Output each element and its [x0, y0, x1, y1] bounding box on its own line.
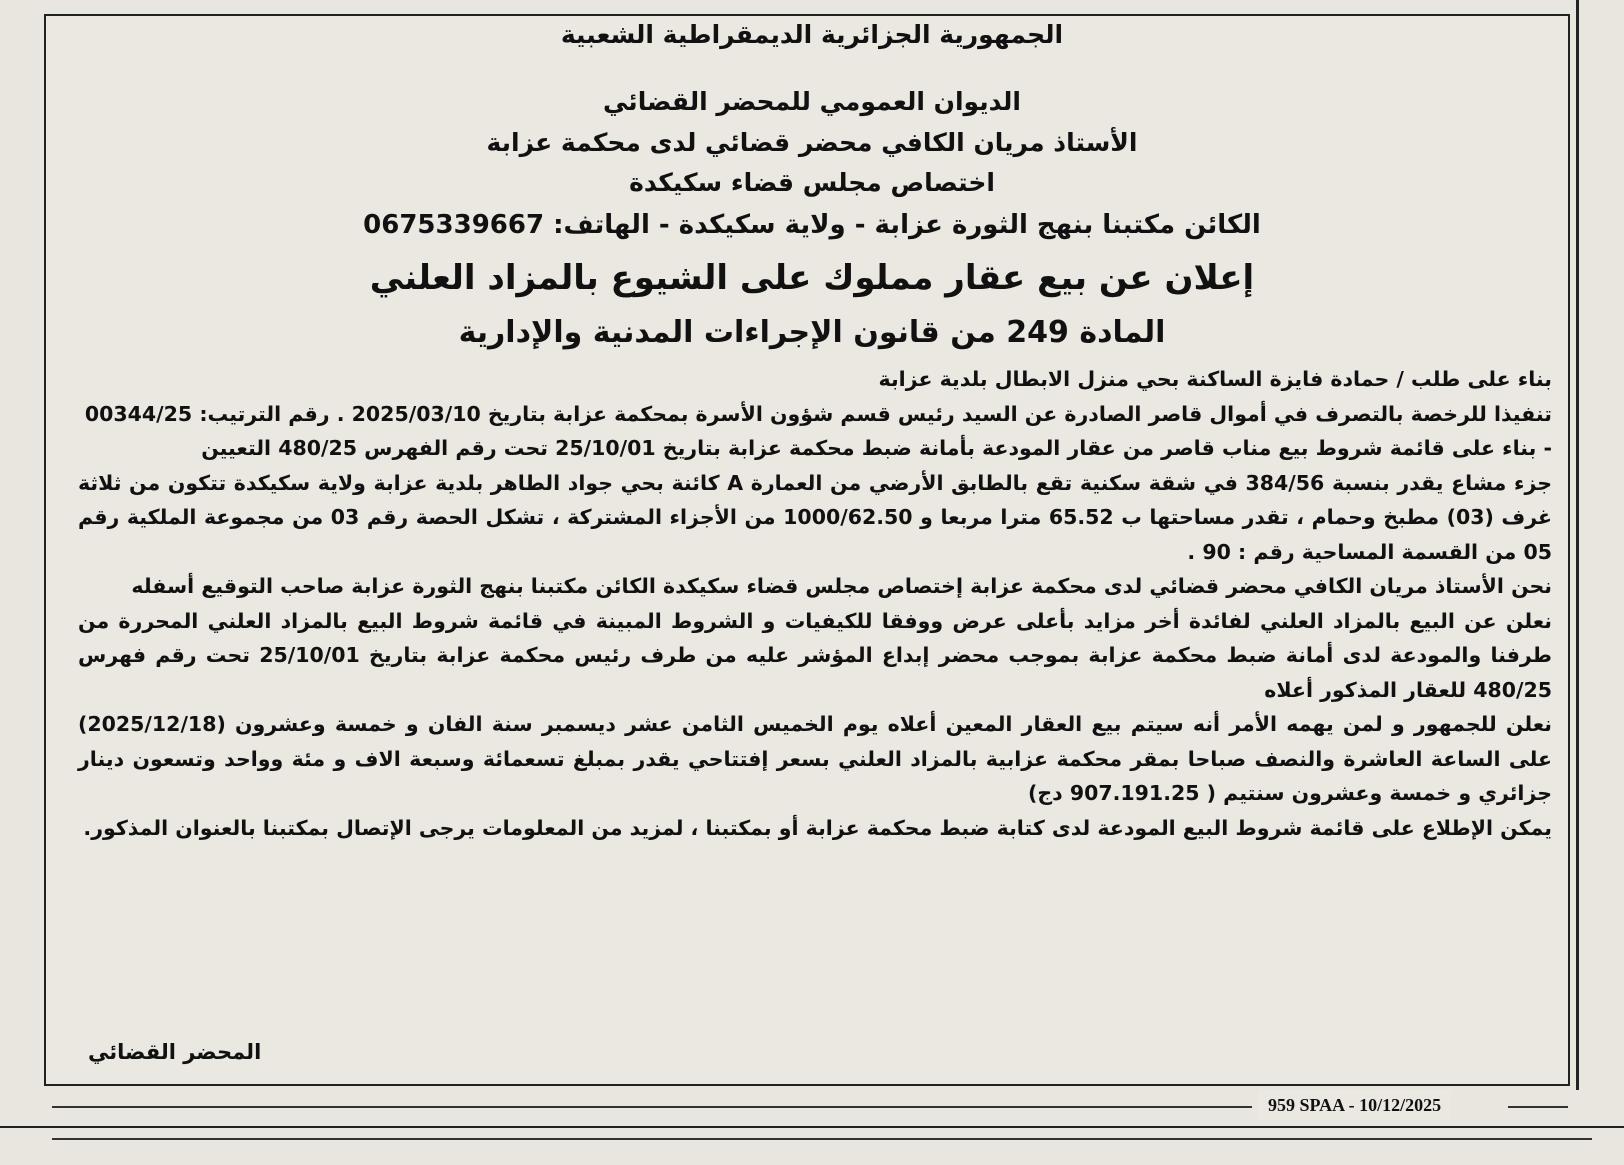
notice-body	[78, 362, 1552, 845]
header-address: الكائن مكتبنا بنهج الثورة عزابة - ولاية سكيكدة - الهاتف: 0675339667	[363, 210, 1261, 240]
notice-subtitle: المادة 249 من قانون الإجراءات المدنية والإدارية	[458, 315, 1166, 350]
reference-code: 959 SPAA - 10/12/2025	[1258, 1090, 1451, 1120]
divider	[1508, 1106, 1568, 1108]
paragraph-property: جزء مشاع يقدر بنسبة 384/56 في شقة سكنية تقع بالطابق الأرضي من العمارة A كائنة بحي جواد الطاهر بلدية عزابة ولاية سكيكدة تتكون من ثلاثة غرف (03) مطبخ وحمام ، تقدر مساحتها ب 65.52 مترا مربعا و 1000/62.50 من الأجزاء المشتركة ، تشكل الحصة رقم 03 من مجموعة الملكية رقم 05 من القسمة المساحية رقم : 90 .	[78, 470, 1552, 564]
header-office: الديوان العمومي للمحضر القضائي	[603, 87, 1021, 116]
signature: المحضر القضائي	[88, 1040, 262, 1064]
header-bailiff: الأستاذ مريان الكافي محضر قضائي لدى محكمة عزابة	[486, 128, 1138, 157]
notice-title: إعلان عن بيع عقار مملوك على الشيوع بالمزاد العلني	[369, 258, 1255, 298]
header-jurisdiction: اختصاص مجلس قضاء سكيكدة	[629, 168, 995, 197]
header-republic: الجمهورية الجزائرية الديمقراطية الشعبية	[560, 20, 1064, 49]
divider	[52, 1138, 1592, 1140]
paragraph-contact: يمكن الإطلاع على قائمة شروط البيع المودعة لدى كتابة ضبط محكمة عزابة أو بمكتبنا ، لمزيد من المعلومات يرجى الإتصال بمكتبنا بالعنوان المذكور.	[83, 815, 1552, 840]
column-rule	[1576, 0, 1579, 1090]
paragraph-auction-date: نعلن للجمهور و لمن يهمه الأمر أنه سيتم بيع العقار المعين أعلاه يوم الخميس الثامن عشر ديسمبر سنة الفان و خمسة وعشرون (2025/12/18) على الساعة العاشرة والنصف صباحا بمقر محكمة عزابية بالمزاد العلني بسعر إفتتاحي يقدر بمبلغ تسعمائة وسبعة الاف و مئة وواحد وتسعون دينار جزائري و خمسة وعشرون سنتيم ( 907.191.25 دج)	[78, 712, 1552, 805]
paragraph-conditions: - بناء على قائمة شروط بيع مناب قاصر من عقار المودعة بأمانة ضبط محكمة عزابة بتاريخ 25/10/01 تحت رقم الفهرس 480/25 التعيين	[201, 436, 1552, 460]
divider	[52, 1106, 1252, 1108]
paragraph-request: بناء على طلب / حمادة فايزة الساكنة بحي منزل الابطال بلدية عزابة	[878, 367, 1552, 391]
paragraph-announcement: نعلن عن البيع بالمزاد العلني لفائدة أخر مزايد بأعلى عرض ووفقا للكيفيات و الشروط المبينة في قائمة شروط البيع بالمزاد العلني المحررة من طرفنا والمودعة لدى أمانة ضبط محكمة عزابة بموجب محضر إبداع المؤشر عليه من طرف رئيس محكمة عزابة بتاريخ 25/10/01 تحت رقم فهرس 480/25 للعقار المذكور أعلاه	[78, 608, 1552, 702]
bottom-border	[0, 1126, 1624, 1165]
paragraph-bailiff: نحن الأستاذ مريان الكافي محضر قضائي لدى محكمة عزابة إختصاص مجلس قضاء سكيكدة الكائن مكتبنا بنهج الثورة عزابة صاحب التوقيع أسفله	[131, 574, 1552, 598]
paragraph-license: تنفيذا للرخصة بالتصرف في أموال قاصر الصادرة عن السيد رئيس قسم شؤون الأسرة بمحكمة عزابة بتاريخ 2025/03/10 . رقم الترتيب: 00344/25	[84, 401, 1552, 426]
